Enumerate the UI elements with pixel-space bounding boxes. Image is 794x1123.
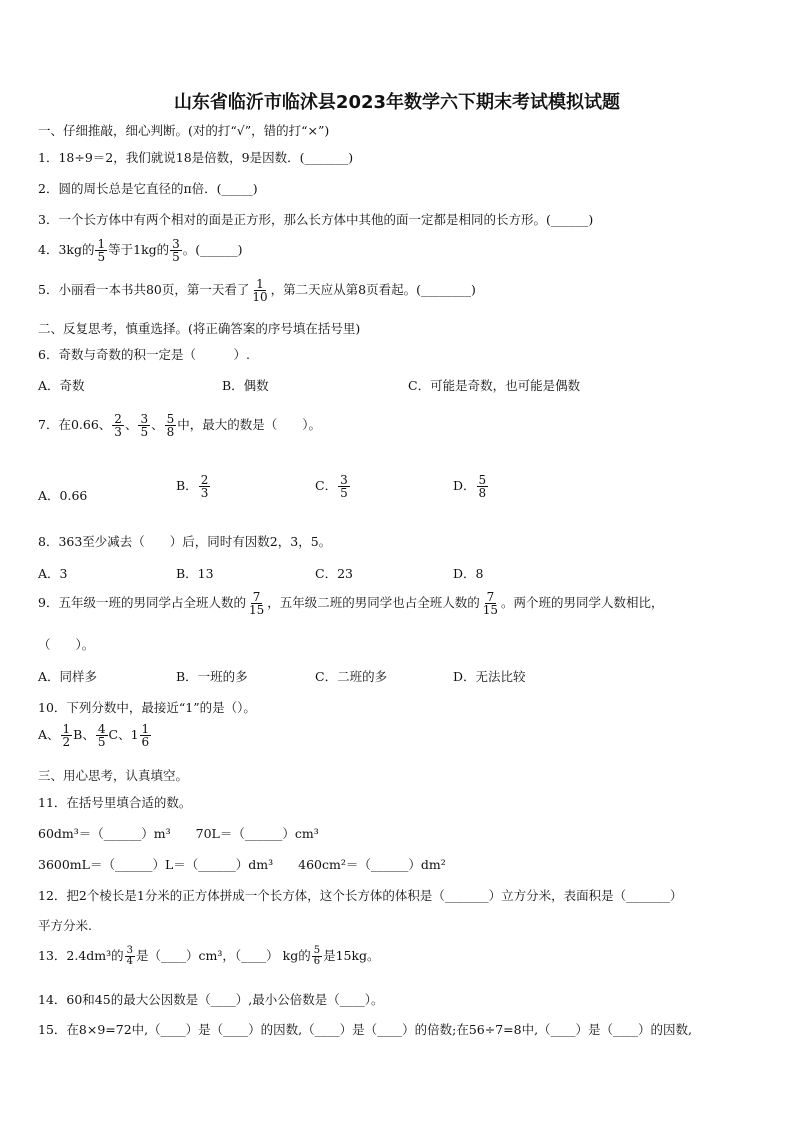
question-7: 7．在0.66、 $\frac{2}{3}$ 、 $\frac{3}{5}$ 、 $\frac{5}{8}$ 中，最大的数是（ ）。 [38,412,322,439]
q9-option-d: D．无法比较 [453,669,526,684]
question-13: 13．2.4dm³的 $\frac{3}{4}$ 是（____）cm³，（____） kg的 $\frac{5}{6}$ 是15kg。 [38,945,380,967]
question-6: 6．奇数与奇数的积一定是（ ）. [38,347,250,362]
q7-option-d: D． $\frac{5}{8}$ [453,473,487,500]
question-10: 10．下列分数中，最接近“1”的是（）。 [38,700,256,715]
q7-option-a: A．0.66 [38,488,88,503]
question-12-line2: 平方分米. [38,918,92,933]
q7-option-b: B． $\frac{2}{3}$ [176,473,209,500]
question-11-line1: 60dm³＝（______）m³ 70L＝（______）cm³ [38,826,319,841]
section-1-heading: 一、仔细推敲，细心判断。(对的打“√”，错的打“×”) [38,123,330,138]
question-15: 15．在8×9=72中,（____）是（____）的因数,（____）是（____）的倍数;在56÷7=8中,（____）是（____）的因数, [38,1022,693,1037]
q6-option-b: B．偶数 [222,378,269,393]
question-9: 9．五年级一班的男同学占全班人数的 $\frac{7}{15}$ ，五年级二班的男同学也占全班人数的 $\frac{7}{15}$ 。两个班的男同学人数相比， [38,590,664,617]
q8-option-b: B．13 [176,566,214,581]
q9-option-a: A．同样多 [38,669,98,684]
question-11: 11．在括号里填合适的数。 [38,795,192,810]
page-title: 山东省临沂市临沭县2023年数学六下期末考试模拟试题 [173,92,621,113]
q9-option-b: B．一班的多 [176,669,248,684]
q10-options: A、 $\frac{1}{2}$ B、 $\frac{4}{5}$ C、1 $\frac{1}{6}$ [38,722,150,749]
q8-option-d: D．8 [453,566,484,581]
question-12: 12．把2个棱长是1分米的正方体拼成一个长方体，这个长方体的体积是（_______）立方分米，表面积是（_______） [38,888,683,903]
section-2-heading: 二、反复思考，慎重选择。(将正确答案的序号填在括号里) [38,321,361,336]
q8-option-c: C．23 [315,566,353,581]
q9-option-c: C．二班的多 [315,669,388,684]
question-1: 1．18÷9＝2，我们就说18是倍数，9是因数．(_______) [38,150,354,165]
question-8: 8．363至少减去（ ）后，同时有因数2，3，5。 [38,534,332,549]
question-5: 5．小丽看一本书共80页，第一天看了 $\frac{1}{10}$ ，第二天应从第8页看起。(________) [38,277,476,304]
q6-option-c: C．可能是奇数，也可能是偶数 [408,378,581,393]
question-2: 2．圆的周长总是它直径的π倍．(_____) [38,181,258,196]
question-3: 3．一个长方体中有两个相对的面是正方形，那么长方体中其他的面一定都是相同的长方形。(______) [38,212,594,227]
q8-option-a: A．3 [38,566,68,581]
section-3-heading: 三、用心思考，认真填空。 [38,768,189,783]
q6-option-a: A．奇数 [38,378,85,393]
question-11-line2: 3600mL＝（______）L＝（______）dm³ 460cm²＝（______）dm² [38,857,446,872]
question-4: 4．3kg的 $\frac{1}{5}$ 等于1kg的 $\frac{3}{5}$ 。(______) [38,237,243,264]
q7-option-c: C． $\frac{3}{5}$ [315,473,348,500]
question-14: 14．60和45的最大公因数是（____）,最小公倍数是（____）。 [38,992,384,1007]
question-9-line2: （ ）。 [38,637,95,652]
